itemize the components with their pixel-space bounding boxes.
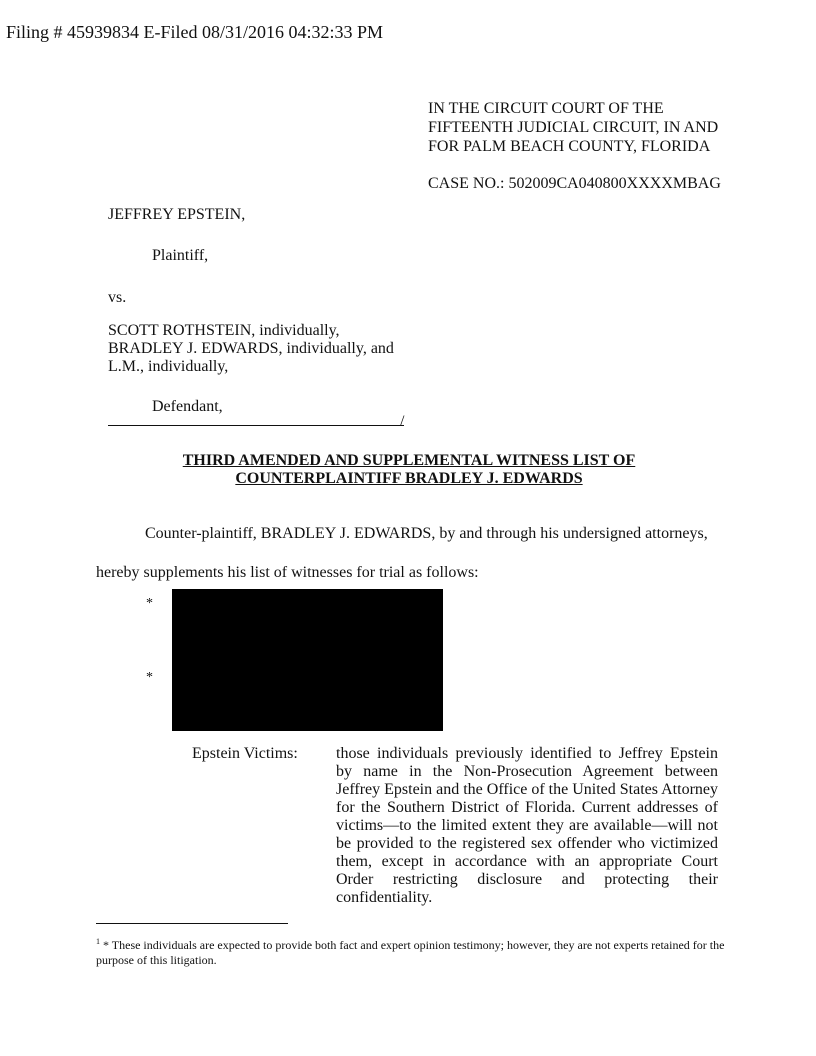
footnote-text: * These individuals are expected to provide both fact and expert opinion testimony; however, they are not experts retained for the purpose of this litigation.	[96, 938, 725, 967]
footnote	[96, 934, 726, 968]
title-line: COUNTERPLAINTIFF BRADLEY J. EDWARDS	[235, 470, 583, 487]
title-line: THIRD AMENDED AND SUPPLEMENTAL WITNESS LIST OF	[182, 452, 636, 469]
plaintiff-role: Plaintiff,	[152, 247, 209, 264]
defendant-line: SCOTT ROTHSTEIN, individually,	[108, 322, 340, 339]
witness-bullet: *	[146, 670, 153, 685]
defendant-role: Defendant,	[152, 398, 223, 415]
court-line: FIFTEENTH JUDICIAL CIRCUIT, IN AND	[428, 119, 719, 136]
document-title	[120, 452, 698, 488]
footnote-divider	[96, 923, 288, 924]
versus: vs.	[108, 289, 127, 306]
court-block	[428, 99, 718, 156]
defendant-line: L.M., individually,	[108, 358, 229, 375]
defendant-line: BRADLEY J. EDWARDS, individually, and	[108, 340, 394, 357]
witness-description: those individuals previously identified to Jeffrey Epstein by name in the Non-Prosecution Agreement between Jeffrey Epstein and the Office of the United States Attorney for the Southern District of Florida. Current addresses of victims—to the limited extent they are available—will not be provided to the registered sex offender who victimized them, except in accordance with an appropriate Court Order restricting disclosure and protecting their confidentiality.	[336, 745, 718, 906]
court-line: FOR PALM BEACH COUNTY, FLORIDA	[428, 138, 711, 155]
redaction-block	[172, 589, 443, 731]
witness-bullet: *	[146, 596, 153, 611]
caption-slash: /	[400, 413, 405, 430]
intro-paragraph-line: hereby supplements his list of witnesses for trial as follows:	[96, 564, 479, 581]
footnote-marker: 1	[96, 937, 100, 946]
court-line: IN THE CIRCUIT COURT OF THE	[428, 100, 664, 117]
caption-divider	[108, 425, 404, 426]
filing-header: Filing # 45939834 E-Filed 08/31/2016 04:32:33 PM	[6, 22, 384, 42]
case-number: CASE NO.: 502009CA040800XXXXMBAG	[428, 175, 721, 192]
plaintiff-name: JEFFREY EPSTEIN,	[108, 206, 246, 223]
intro-paragraph-line: Counter-plaintiff, BRADLEY J. EDWARDS, by and through his undersigned attorneys,	[145, 525, 708, 542]
witness-label: Epstein Victims:	[192, 745, 298, 762]
